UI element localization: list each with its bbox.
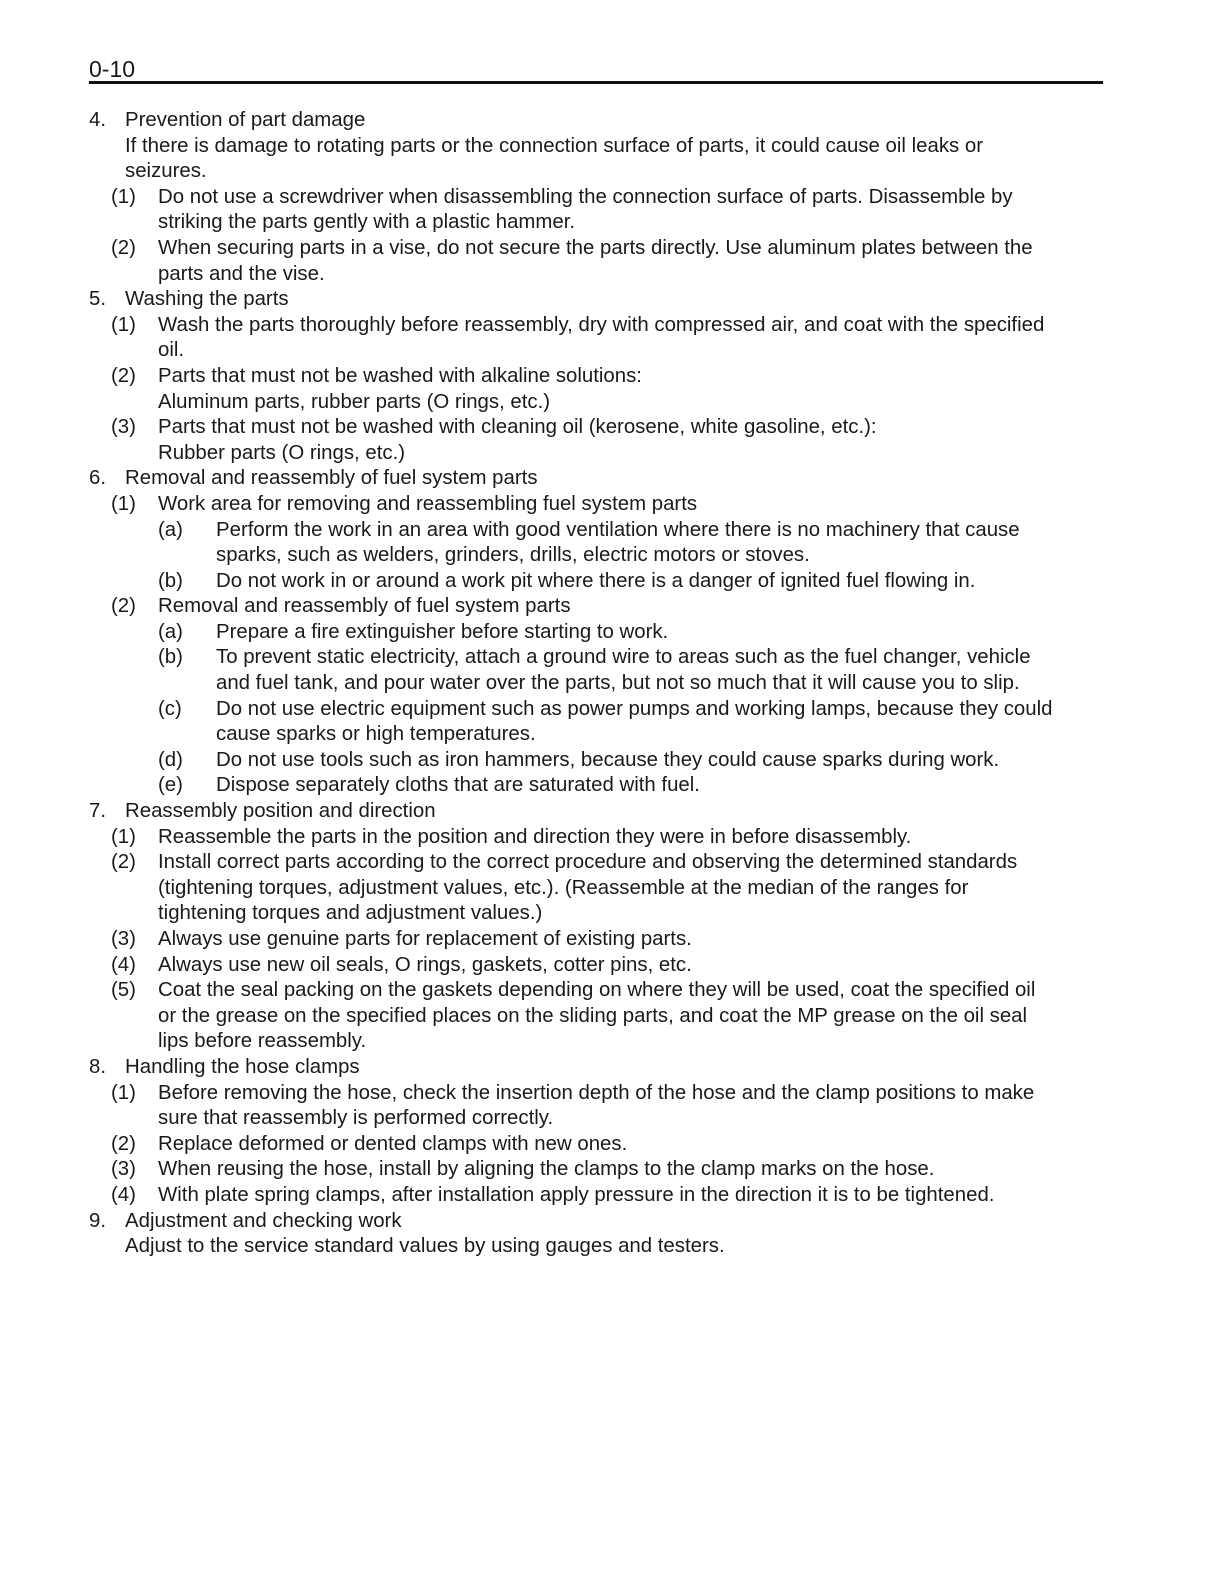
item-number: (1) [111,1081,136,1104]
sub-sub-item [0,645,1224,671]
item-text: Replace deformed or dented clamps with new ones. [158,1132,628,1155]
item-number: (5) [111,979,136,1002]
sub-sub-item [0,569,1224,595]
item-number: (2) [111,595,136,618]
item-text: (tightening torques, adjustment values, etc.). (Reassemble at the median of the ranges for [158,876,969,899]
item-text: sure that reassembly is performed correctly. [158,1107,554,1130]
item-text: Perform the work in an area with good ventilation where there is no machinery that cause [216,518,1020,541]
item-text: Work area for removing and reassembling fuel system parts [158,492,698,515]
item-number: (1) [111,492,136,515]
item-number: (1) [111,825,136,848]
item-number: 7. [89,800,107,823]
item-text: Reassemble the parts in the position and direction they were in before disassembly. [158,825,912,848]
item-text: Do not work in or around a work pit where there is a danger of ignited fuel flowing in. [216,569,976,592]
item-text: Rubber parts (O rings, etc.) [158,441,406,464]
sub-item [0,594,1224,620]
section-heading [0,287,1224,313]
sub-item-continuation [0,390,1224,416]
item-number: (4) [111,1183,136,1206]
item-number: (a) [158,518,183,541]
item-text: Before removing the hose, check the insertion depth of the hose and the clamp positions to make [158,1081,1035,1104]
item-text: Coat the seal packing on the gaskets depending on where they will be used, coat the specified oil [158,979,1036,1002]
item-number: 6. [89,467,107,490]
sub-item [0,927,1224,953]
sub-item-continuation [0,262,1224,288]
section-heading [0,1209,1224,1235]
item-text: parts and the vise. [158,262,325,285]
item-text: Install correct parts according to the correct procedure and observing the determined standards [158,851,1018,874]
header-rule [89,81,1103,84]
section-heading [0,799,1224,825]
item-text: cause sparks or high temperatures. [216,723,536,746]
sub-sub-item [0,620,1224,646]
sub-item [0,825,1224,851]
item-number: (c) [158,697,182,720]
sub-item-continuation [0,1029,1224,1055]
item-text: Do not use electric equipment such as power pumps and working lamps, because they could [216,697,1053,720]
item-number: (2) [111,236,136,259]
item-number: 4. [89,109,107,131]
sub-item [0,313,1224,339]
item-text: Always use new oil seals, O rings, gaskets, cotter pins, etc. [158,953,692,976]
page-number: 0-10 [89,56,136,82]
section-heading [0,466,1224,492]
item-text: When reusing the hose, install by aligning the clamps to the clamp marks on the hose. [158,1158,935,1181]
item-text: seizures. [125,160,207,183]
item-text: Adjust to the service standard values by using gauges and testers. [125,1235,725,1258]
item-number: (1) [111,313,136,336]
item-text: Washing the parts [125,288,289,311]
paragraph-line [0,134,1224,160]
sub-sub-item-continuation [0,543,1224,569]
item-text: If there is damage to rotating parts or the connection surface of parts, it could cause oil leaks or [125,134,983,157]
sub-item [0,1081,1224,1107]
item-number: 5. [89,288,107,311]
item-text: Reassembly position and direction [125,800,436,823]
sub-item [0,1157,1224,1183]
item-text: Handling the hose clamps [125,1055,360,1078]
sub-item-continuation [0,901,1224,927]
item-text: Parts that must not be washed with alkaline solutions: [158,364,642,387]
item-number: (e) [158,774,183,797]
section-heading [0,1055,1224,1081]
sub-item [0,185,1224,211]
item-text: Prevention of part damage [125,109,366,131]
item-text: oil. [158,339,185,362]
item-text: Prepare a fire extinguisher before starting to work. [216,620,669,643]
item-number: (d) [158,748,183,771]
sub-item [0,236,1224,262]
item-text: Aluminum parts, rubber parts (O rings, etc.) [158,390,551,413]
sub-item [0,850,1224,876]
sub-sub-item [0,697,1224,723]
paragraph-line [0,159,1224,185]
item-number: (b) [158,646,183,669]
sub-item-continuation [0,441,1224,467]
item-text: striking the parts gently with a plastic hammer. [158,211,576,234]
sub-item [0,415,1224,441]
sub-sub-item [0,518,1224,544]
item-text: Adjustment and checking work [125,1209,402,1232]
sub-item [0,1132,1224,1158]
item-number: (b) [158,569,183,592]
sub-item [0,492,1224,518]
item-number: (1) [111,185,136,208]
item-text: tightening torques and adjustment values.) [158,902,543,925]
sub-item [0,1183,1224,1209]
item-number: (a) [158,620,183,643]
document-body [0,108,1224,1260]
item-text: With plate spring clamps, after installation apply pressure in the direction it is to be tightened. [158,1183,995,1206]
item-text: Always use genuine parts for replacement of existing parts. [158,928,692,950]
item-number: (2) [111,364,136,387]
item-number: (3) [111,928,136,950]
item-number: (2) [111,851,136,874]
item-text: Do not use a screwdriver when disassembling the connection surface of parts. Disassemble by [158,185,1013,208]
sub-item [0,364,1224,390]
paragraph-line [0,1234,1224,1260]
item-number: (3) [111,1158,136,1181]
sub-sub-item-continuation [0,722,1224,748]
item-text: Do not use tools such as iron hammers, because they could cause sparks during work. [216,748,1000,771]
item-text: Removal and reassembly of fuel system parts [158,595,571,618]
item-text: Removal and reassembly of fuel system parts [125,467,538,490]
sub-item [0,978,1224,1004]
item-text: sparks, such as welders, grinders, drills, electric motors or stoves. [216,544,810,567]
sub-item-continuation [0,876,1224,902]
item-text: To prevent static electricity, attach a ground wire to areas such as the fuel changer, vehicle [216,646,1031,669]
item-text: Dispose separately cloths that are saturated with fuel. [216,774,700,797]
item-text: and fuel tank, and pour water over the parts, but not so much that it will cause you to slip. [216,672,1020,695]
sub-item-continuation [0,338,1224,364]
item-number: 9. [89,1209,107,1232]
item-number: 8. [89,1055,107,1078]
sub-item-continuation [0,1004,1224,1030]
item-number: (4) [111,953,136,976]
item-text: Parts that must not be washed with cleaning oil (kerosene, white gasoline, etc.): [158,416,877,439]
section-heading [0,108,1224,134]
sub-item-continuation [0,210,1224,236]
item-number: (3) [111,416,136,439]
sub-sub-item-continuation [0,671,1224,697]
sub-item [0,953,1224,979]
item-text: Wash the parts thoroughly before reassembly, dry with compressed air, and coat with the specified [158,313,1045,336]
item-number: (2) [111,1132,136,1155]
sub-sub-item [0,748,1224,774]
item-text: When securing parts in a vise, do not secure the parts directly. Use aluminum plates between the [158,236,1033,259]
item-text: lips before reassembly. [158,1030,367,1053]
sub-item-continuation [0,1106,1224,1132]
sub-sub-item [0,773,1224,799]
item-text: or the grease on the specified places on the sliding parts, and coat the MP grease on the oil seal [158,1004,1028,1027]
